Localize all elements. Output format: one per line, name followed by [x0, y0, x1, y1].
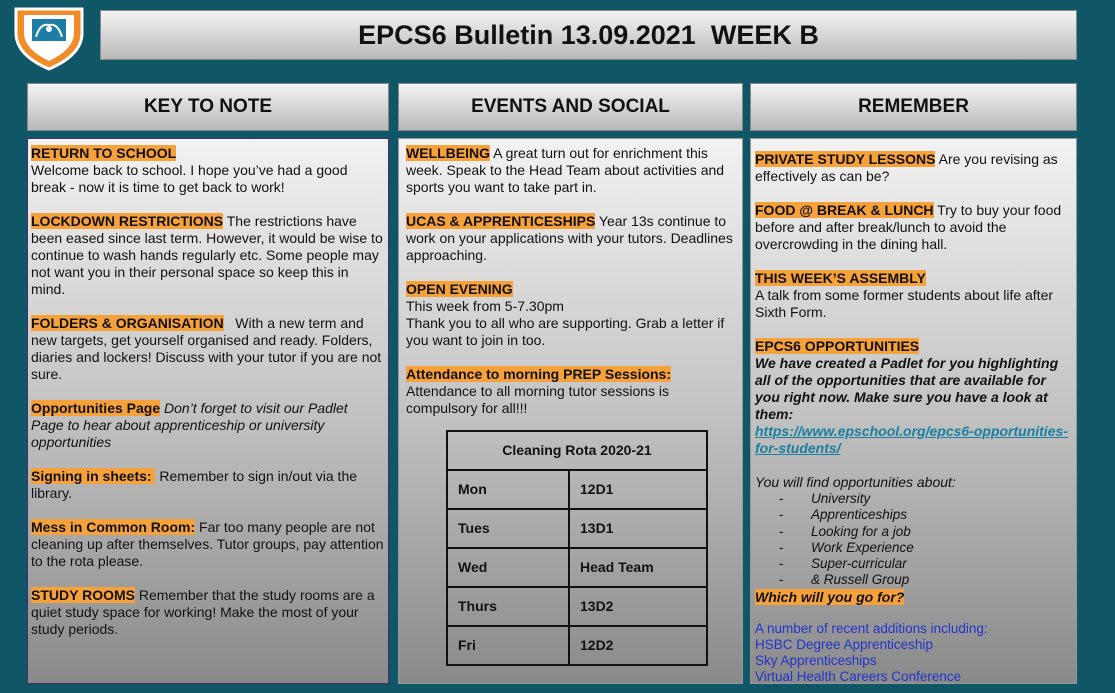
heading-key-to-note: KEY TO NOTE — [27, 83, 389, 131]
rota-group: 12D1 — [569, 470, 707, 509]
events-and-social-panel — [398, 138, 743, 684]
table-row — [447, 509, 707, 548]
folders-organisation-item — [31, 315, 384, 383]
attendance-item — [406, 366, 736, 417]
item-label: FOLDERS & ORGANISATION — [31, 315, 224, 331]
item-text: Thank you to all who are supporting. Grab a letter if you want to join in too. — [406, 315, 725, 348]
table-row — [447, 626, 707, 665]
opportunities-question: Which will you go for? — [755, 588, 905, 605]
table-row — [447, 587, 707, 626]
list-item — [755, 524, 1070, 540]
food-break-lunch-item — [755, 202, 1070, 253]
table-row — [447, 548, 707, 587]
item-label: WELLBEING — [406, 145, 490, 161]
item-label: EPCS6 OPPORTUNITIES — [755, 338, 920, 354]
rota-group: 13D2 — [569, 587, 707, 626]
school-logo — [10, 3, 88, 71]
key-to-note-panel — [27, 138, 389, 684]
rota-day: Mon — [447, 470, 569, 509]
item-label: FOOD @ BREAK & LUNCH — [755, 202, 934, 218]
item-label: Signing in sheets: — [31, 468, 156, 484]
table-row — [447, 470, 707, 509]
item-text: Remember that the study rooms are a quiet study space for working! Make the most of your study periods. — [31, 587, 375, 637]
item-text: Far too many people are not cleaning up after themselves. Tutor groups, pay attention to the rota please. — [31, 519, 384, 569]
list-dash: - — [779, 572, 784, 588]
recent-additions-intro: A number of recent additions including: — [755, 620, 988, 636]
wellbeing-item — [406, 145, 736, 196]
list-dash: - — [779, 539, 784, 555]
list-item-text: & Russell Group — [811, 572, 910, 588]
school-crest-icon — [10, 3, 88, 71]
item-text: A great turn out for enrichment this week. Speak to the Head Team about activities and sports you want to take part in. — [406, 145, 725, 195]
list-item-text: University — [811, 491, 871, 506]
list-item — [755, 572, 1070, 588]
list-item — [755, 491, 1070, 507]
cleaning-rota-table — [446, 430, 708, 666]
remember-panel — [750, 138, 1077, 684]
item-label: STUDY ROOMS — [31, 587, 135, 603]
opportunities-page-item — [31, 400, 384, 451]
item-label: RETURN TO SCHOOL — [31, 145, 177, 161]
item-text: With a new term and new targets, get yourself organised and ready. Folders, diaries and lockers! Discuss with your tutor if you are not sure. — [31, 315, 386, 382]
list-item — [755, 540, 1070, 556]
assembly-item — [755, 270, 1070, 321]
list-item — [755, 507, 1070, 523]
heading-events-and-social: EVENTS AND SOCIAL — [398, 83, 743, 131]
list-dash: - — [779, 523, 784, 539]
lockdown-restrictions-item — [31, 213, 384, 298]
item-label: PRIVATE STUDY LESSONS — [755, 151, 936, 167]
list-item-text: Looking for a job — [811, 523, 911, 539]
rota-day: Wed — [447, 548, 569, 587]
list-item-text: Work Experience — [811, 539, 914, 555]
item-label: Mess in Common Room: — [31, 519, 196, 535]
epcs6-opportunities-item — [755, 338, 1070, 684]
item-text: Welcome back to school. I hope you’ve had a good break - now it is time to get back to work! — [31, 162, 348, 195]
list-item — [755, 556, 1070, 572]
recent-addition-item[interactable]: Virtual Health Careers Conference — [755, 668, 962, 684]
rota-day: Thurs — [447, 587, 569, 626]
list-dash: - — [779, 556, 784, 572]
item-label: Attendance to morning PREP Sessions: — [406, 366, 672, 382]
rota-day: Fri — [447, 626, 569, 665]
item-text: Are you revising as effectively as can be? — [755, 151, 1058, 184]
study-rooms-item — [31, 587, 384, 638]
item-label: UCAS & APPRENTICESHIPS — [406, 213, 596, 229]
item-text: A talk from some former students about life after Sixth Form. — [755, 287, 1054, 320]
item-label: LOCKDOWN RESTRICTIONS — [31, 213, 224, 229]
list-dash: - — [779, 491, 784, 506]
opportunities-list — [755, 491, 1070, 589]
return-to-school-item — [31, 145, 384, 196]
recent-addition-item[interactable]: HSBC Degree Apprenticeship — [755, 636, 933, 652]
list-dash: - — [779, 507, 784, 523]
rota-day: Tues — [447, 509, 569, 548]
item-text: Remember to sign in/out via the library. — [31, 468, 358, 501]
item-label: OPEN EVENING — [406, 281, 513, 297]
rota-caption: Cleaning Rota 2020-21 — [447, 431, 707, 470]
item-label: THIS WEEK’S ASSEMBLY — [755, 270, 926, 286]
logo-label: EPCS6 — [39, 48, 59, 54]
item-text: Try to buy your food before and after break/lunch to avoid the overcrowding in the dining hall. — [755, 202, 1062, 252]
item-text: Year 13s continue to work on your applications with your tutors. Deadlines approaching. — [406, 213, 733, 263]
opportunities-link[interactable]: https://www.epschool.org/epcs6-opportunities-for-students/ — [755, 423, 1068, 456]
recent-addition-item[interactable]: Sky Apprenticeships — [755, 652, 877, 668]
item-text: Don’t forget to visit our Padlet Page to hear about apprenticeship or university opportunities — [31, 400, 348, 450]
opportunities-intro: We have created a Padlet for you highlighting all of the opportunities that are available for you right now. Make sure you have a look at them: — [755, 355, 1059, 422]
rota-group: Head Team — [569, 548, 707, 587]
item-text: Attendance to all morning tutor sessions is compulsory for all!!! — [406, 383, 670, 416]
rota-group: 12D2 — [569, 626, 707, 665]
page-title: EPCS6 Bulletin 13.09.2021 WEEK B — [100, 10, 1077, 60]
open-evening-item — [406, 281, 736, 349]
heading-remember: REMEMBER — [750, 83, 1077, 131]
item-label: Opportunities Page — [31, 400, 161, 416]
list-item-text: Super-curricular — [811, 556, 907, 572]
item-text: The restrictions have been eased since last term. However, it would be wise to continue to wash hands regularly etc. Some people may not want you in their personal space so keep this in mind. — [31, 213, 383, 297]
signing-in-sheets-item — [31, 468, 384, 502]
private-study-item — [755, 151, 1070, 185]
list-item-text: Apprenticeships — [811, 507, 908, 523]
rota-group: 13D1 — [569, 509, 707, 548]
opportunities-find-text: You will find opportunities about: — [755, 474, 956, 490]
ucas-apprenticeships-item — [406, 213, 736, 264]
mess-in-common-room-item — [31, 519, 384, 570]
recent-additions — [755, 621, 1070, 684]
item-text: This week from 5-7.30pm — [406, 298, 564, 314]
